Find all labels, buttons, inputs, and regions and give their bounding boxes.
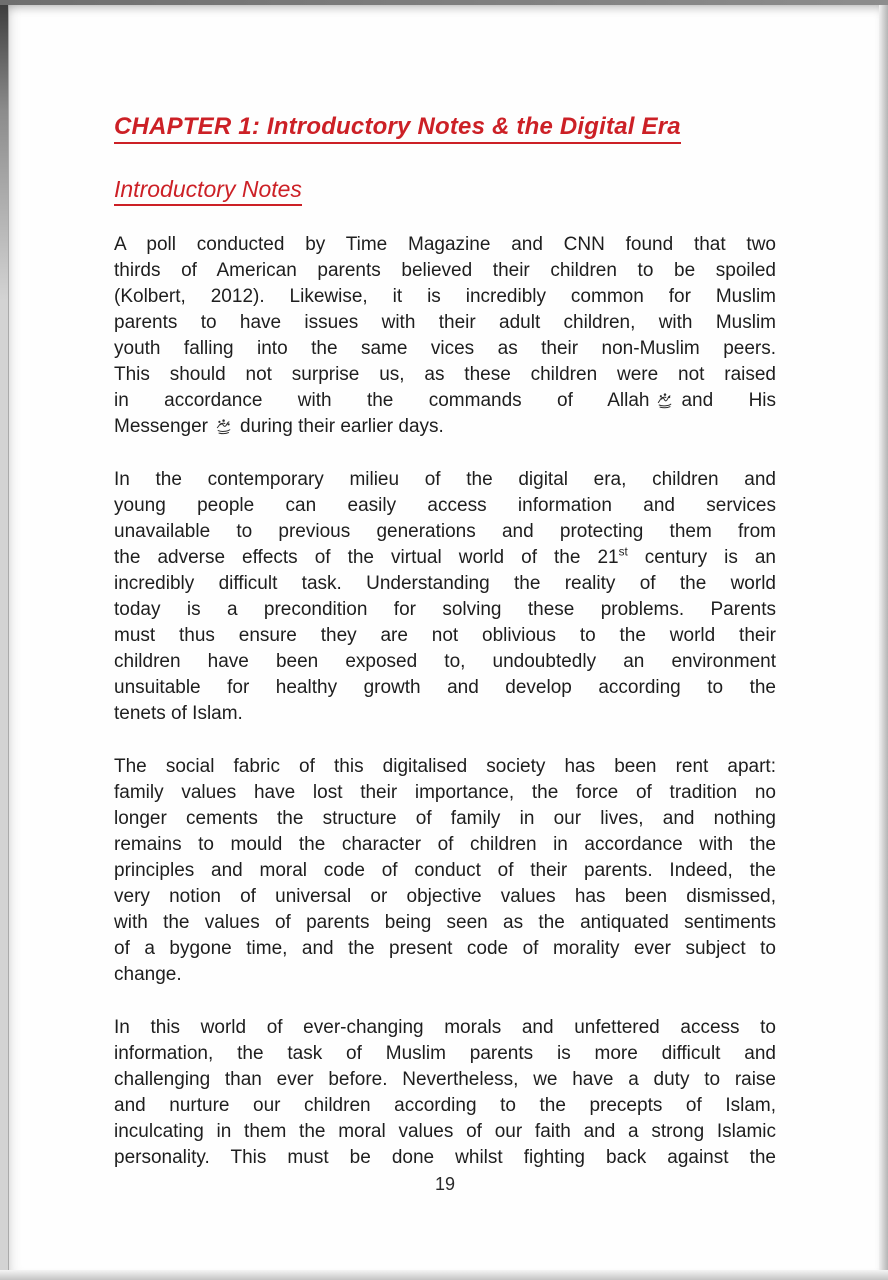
text-line: principles and moral code of conduct of their parents. Indeed, the: [114, 860, 776, 881]
text-line: must thus ensure they are not oblivious to the world their: [114, 625, 776, 646]
text-line: unsuitable for healthy growth and develop according to the: [114, 677, 776, 698]
text-line: change.: [114, 964, 182, 985]
text-line: unavailable to previous generations and protecting them from: [114, 521, 776, 542]
book-page: [9, 5, 879, 1270]
scan-edge-top: [0, 0, 888, 5]
text-line: [114, 388, 776, 414]
page-number: 19: [434, 1174, 456, 1194]
section-heading: [114, 174, 776, 204]
text-line: incredibly difficult task. Understanding the reality of the world: [114, 573, 776, 594]
text-line: parents to have issues with their adult children, with Muslim: [114, 312, 776, 333]
text-line: children have been exposed to, undoubtedly an environment: [114, 651, 776, 672]
text-line: In the contemporary milieu of the digital era, children and: [114, 469, 776, 490]
text-line: very notion of universal or objective values has been dismissed,: [114, 886, 776, 907]
text-line: This should not surprise us, as these children were not raised: [114, 364, 776, 385]
text-segment: and His: [681, 390, 777, 411]
text-line: inculcating in them the moral values of our faith and a strong Islamic: [114, 1121, 776, 1142]
text-line: thirds of American parents believed their children to be spoiled: [114, 260, 776, 281]
text-line: (Kolbert, 2012). Likewise, it is incredibly common for Muslim: [114, 286, 776, 307]
text-line: with the values of parents being seen as the antiquated sentiments: [114, 912, 776, 933]
text-segment: Messenger: [114, 416, 208, 437]
paragraph-1: [114, 232, 776, 440]
paragraph-3: [114, 754, 776, 988]
paragraph-4: [114, 1015, 776, 1171]
text-line: young people can easily access information and services: [114, 495, 776, 516]
text-line: longer cements the structure of family in our lives, and nothing: [114, 808, 776, 829]
scan-edge-left: [0, 0, 9, 1280]
text-line: of a bygone time, and the present code of morality ever subject to: [114, 938, 776, 959]
allah-honorific-icon: [655, 390, 675, 410]
text-line: remains to mould the character of children in accordance with the: [114, 834, 776, 855]
text-line: personality. This must be done whilst fighting back against the: [114, 1147, 776, 1168]
text-segment: century is an: [627, 547, 777, 568]
chapter-heading: [114, 112, 776, 142]
text-segment: in accordance with the commands of Allah: [114, 390, 650, 411]
scan-edge-right: [879, 0, 888, 1280]
text-line: tenets of Islam.: [114, 703, 243, 724]
chapter-heading-text: CHAPTER 1: Introductory Notes & the Digital Era: [114, 113, 681, 144]
text-segment: the adverse effects of the virtual world of the 21: [114, 547, 619, 568]
text-segment: during their earlier days.: [240, 416, 444, 437]
text-line: youth falling into the same vices as their non-Muslim peers.: [114, 338, 776, 359]
scan-edge-bottom: [0, 1270, 888, 1280]
ordinal-superscript: st: [618, 545, 628, 559]
text-line: and nurture our children according to the precepts of Islam,: [114, 1095, 776, 1116]
text-line: family values have lost their importance, the force of tradition no: [114, 782, 776, 803]
text-line: A poll conducted by Time Magazine and CNN found that two: [114, 234, 776, 255]
messenger-honorific-icon: [214, 416, 234, 436]
text-line: The social fabric of this digitalised society has been rent apart:: [114, 756, 776, 777]
paragraph-2: [114, 467, 776, 727]
text-line: [114, 414, 776, 440]
text-line: challenging than ever before. Nevertheless, we have a duty to raise: [114, 1069, 776, 1090]
section-heading-text: Introductory Notes: [114, 176, 302, 206]
text-line: information, the task of Muslim parents is more difficult and: [114, 1043, 776, 1064]
text-line: today is a precondition for solving these problems. Parents: [114, 599, 776, 620]
text-line: In this world of ever-changing morals and unfettered access to: [114, 1017, 776, 1038]
text-line: [114, 545, 776, 571]
